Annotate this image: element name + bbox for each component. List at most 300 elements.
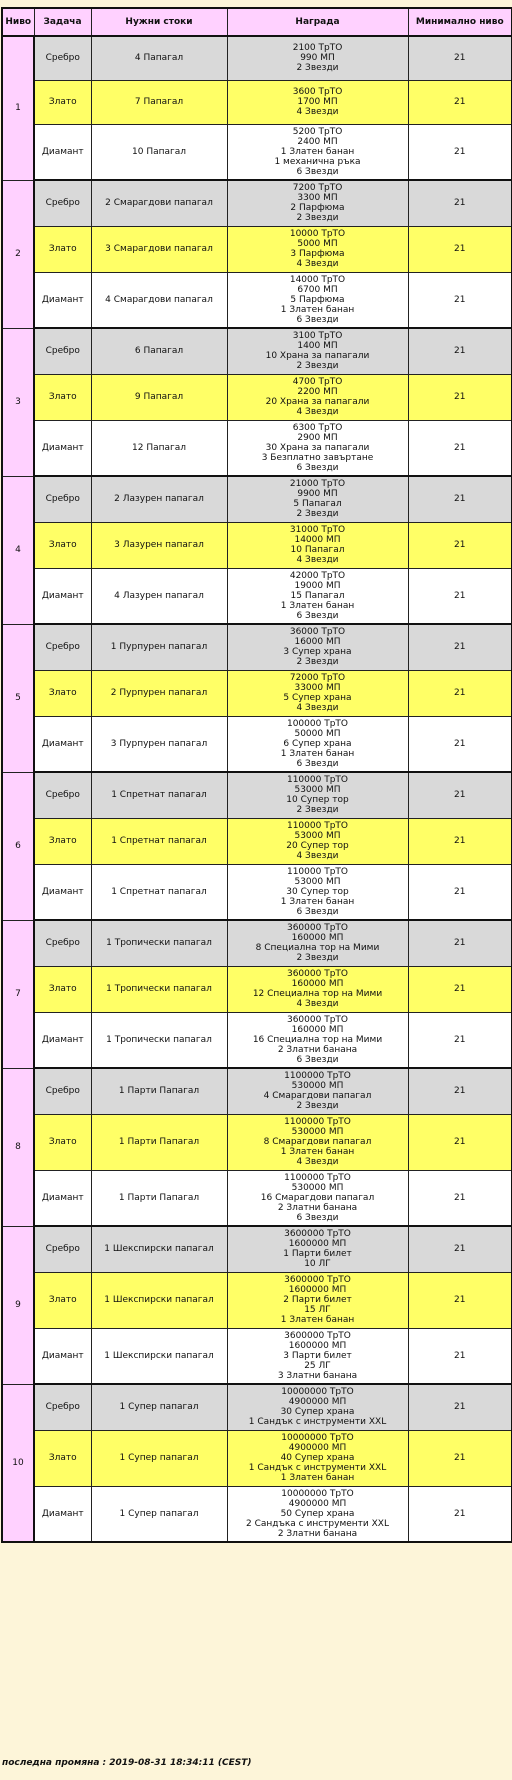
header-goods: Нужни стоки: [91, 8, 227, 36]
min-level: 21: [408, 476, 512, 522]
reward-cell: [227, 80, 408, 124]
task-tier: Злато: [34, 818, 91, 864]
last-change-note: последна промяна : 2019-08-31 18:34:11 (CEST): [2, 1758, 252, 1768]
reward-cell: [227, 1430, 408, 1486]
reward-line: 1 Златен банан: [280, 146, 355, 157]
reward-line: 990 МП: [300, 53, 335, 64]
quest-row-gold: [2, 670, 512, 716]
required-goods: 1 Парти Папагал: [91, 1068, 227, 1114]
min-level: 21: [408, 716, 512, 772]
reward-line: 2 Златни банана: [277, 1202, 358, 1213]
reward-line: 3 Парти билет: [283, 1350, 352, 1361]
reward-line: 2100 ТрТО: [292, 43, 343, 54]
required-goods: 1 Супер папагал: [91, 1486, 227, 1542]
min-level: 21: [408, 374, 512, 420]
task-tier: Диамант: [34, 1328, 91, 1384]
reward-line: 16000 МП: [294, 637, 341, 648]
min-level: 21: [408, 1328, 512, 1384]
level-number: 8: [2, 1068, 34, 1226]
min-level: 21: [408, 670, 512, 716]
required-goods: 1 Тропически папагал: [91, 1012, 227, 1068]
reward-cell: [227, 374, 408, 420]
reward-line: 15 Папагал: [290, 590, 345, 601]
reward-line: 3600 ТрТО: [292, 87, 343, 97]
reward-line: 4 Звезди: [296, 555, 339, 565]
min-level: 21: [408, 1170, 512, 1226]
required-goods: 4 Смарагдови папагал: [91, 272, 227, 328]
reward-line: 2200 МП: [297, 387, 338, 397]
reward-line: 100000 ТрТО: [286, 718, 348, 729]
quest-row-silver: [2, 180, 512, 226]
reward-line: 160000 МП: [291, 933, 344, 944]
reward-line: 50 Супер храна: [280, 1508, 355, 1519]
reward-line: 10 Папагал: [290, 545, 345, 555]
task-tier: Диамант: [34, 1012, 91, 1068]
reward-line: 2 Звезди: [296, 1101, 339, 1112]
reward-line: 6 Звезди: [296, 166, 339, 177]
header-task: Задача: [34, 8, 91, 36]
quest-row-diamond: [2, 1012, 512, 1068]
task-tier: Сребро: [34, 476, 91, 522]
quest-row-diamond: [2, 420, 512, 476]
required-goods: 3 Пурпурен папагал: [91, 716, 227, 772]
reward-line: 5200 ТрТО: [292, 126, 343, 137]
task-tier: Злато: [34, 374, 91, 420]
reward-line: 1 Сандък с инструменти XXL: [248, 1417, 387, 1428]
reward-cell: [227, 124, 408, 180]
reward-cell: [227, 1486, 408, 1542]
required-goods: 1 Пурпурен папагал: [91, 624, 227, 670]
reward-cell: [227, 1226, 408, 1272]
min-level: 21: [408, 1430, 512, 1486]
reward-line: 2 Звезди: [296, 63, 339, 74]
reward-line: 2 Парфюма: [290, 203, 345, 214]
required-goods: 6 Папагал: [91, 328, 227, 374]
reward-cell: [227, 1114, 408, 1170]
min-level: 21: [408, 522, 512, 568]
reward-cell: [227, 522, 408, 568]
reward-cell: [227, 1384, 408, 1430]
task-tier: Диамант: [34, 716, 91, 772]
level-number: 3: [2, 328, 34, 476]
reward-line: 16 Специална тор на Мими: [252, 1034, 383, 1045]
min-level: 21: [408, 772, 512, 818]
reward-line: 6 Звезди: [296, 1054, 339, 1065]
reward-line: 53000 МП: [294, 785, 341, 796]
required-goods: 1 Тропически папагал: [91, 966, 227, 1012]
reward-line: 4 Звезди: [296, 259, 339, 269]
reward-line: 2 Златни банана: [277, 1044, 358, 1055]
task-tier: Диамант: [34, 420, 91, 476]
reward-cell: [227, 920, 408, 966]
required-goods: 3 Лазурен папагал: [91, 522, 227, 568]
min-level: 21: [408, 966, 512, 1012]
required-goods: 1 Шекспирски папагал: [91, 1272, 227, 1328]
quest-row-diamond: [2, 272, 512, 328]
reward-cell: [227, 476, 408, 522]
reward-line: 10000000 ТрТО: [281, 1387, 354, 1398]
min-level: 21: [408, 226, 512, 272]
reward-line: 30 Супер храна: [280, 1407, 355, 1418]
task-tier: Сребро: [34, 624, 91, 670]
min-level: 21: [408, 80, 512, 124]
min-level: 21: [408, 1012, 512, 1068]
reward-line: 6300 ТрТО: [292, 422, 343, 433]
reward-line: 4 Звезди: [296, 407, 339, 417]
reward-line: 1 Златен банан: [280, 748, 355, 759]
reward-line: 160000 МП: [291, 1024, 344, 1035]
min-level: 21: [408, 36, 512, 80]
min-level: 21: [408, 272, 512, 328]
reward-line: 2 Звезди: [296, 213, 339, 224]
reward-line: 3 Безплатно завъртане: [261, 452, 374, 463]
reward-line: 2 Звезди: [296, 805, 339, 816]
reward-line: 1600000 МП: [288, 1239, 347, 1250]
min-level: 21: [408, 568, 512, 624]
quest-row-silver: [2, 1384, 512, 1430]
reward-line: 6 Звезди: [296, 462, 339, 473]
reward-line: 2 Звезди: [296, 509, 339, 520]
required-goods: 1 Спретнат папагал: [91, 772, 227, 818]
reward-line: 2 Златни банана: [277, 1528, 358, 1539]
reward-line: 1 Парти билет: [283, 1249, 352, 1260]
reward-line: 1100000 ТрТО: [284, 1117, 351, 1127]
level-number: 5: [2, 624, 34, 772]
reward-line: 1600000 МП: [288, 1340, 347, 1351]
task-tier: Злато: [34, 80, 91, 124]
reward-line: 2 Парти билет: [283, 1295, 352, 1305]
min-level: 21: [408, 1068, 512, 1114]
reward-line: 4900000 МП: [288, 1397, 347, 1408]
reward-line: 36000 ТрТО: [289, 627, 346, 638]
min-level: 21: [408, 180, 512, 226]
reward-line: 1 Златен банан: [280, 1315, 355, 1325]
reward-cell: [227, 568, 408, 624]
quest-row-silver: [2, 772, 512, 818]
quest-row-diamond: [2, 1170, 512, 1226]
quest-row-diamond: [2, 568, 512, 624]
quest-row-gold: [2, 818, 512, 864]
reward-line: 72000 ТрТО: [289, 673, 346, 683]
reward-line: 4 Звезди: [296, 703, 339, 713]
quest-row-diamond: [2, 716, 512, 772]
required-goods: 1 Парти Папагал: [91, 1170, 227, 1226]
quest-row-diamond: [2, 864, 512, 920]
reward-line: 31000 ТрТО: [289, 525, 346, 535]
reward-line: 1600000 МП: [288, 1285, 347, 1295]
required-goods: 1 Супер папагал: [91, 1430, 227, 1486]
quest-row-gold: [2, 226, 512, 272]
task-tier: Злато: [34, 522, 91, 568]
required-goods: 10 Папагал: [91, 124, 227, 180]
quest-row-gold: [2, 966, 512, 1012]
header-level: Ниво: [2, 8, 34, 36]
reward-line: 30 Супер тор: [286, 886, 349, 897]
reward-line: 20 Храна за папагали: [265, 397, 370, 407]
reward-line: 2400 МП: [297, 136, 338, 147]
min-level: 21: [408, 1226, 512, 1272]
reward-cell: [227, 1272, 408, 1328]
reward-line: 1 Златен банан: [280, 896, 355, 907]
reward-line: 42000 ТрТО: [289, 570, 346, 581]
reward-line: 3600000 ТрТО: [284, 1275, 351, 1285]
reward-line: 6 Супер храна: [283, 738, 352, 749]
reward-cell: [227, 226, 408, 272]
reward-cell: [227, 670, 408, 716]
reward-line: 110000 ТрТО: [286, 775, 348, 786]
reward-line: 6 Звезди: [296, 906, 339, 917]
quest-row-diamond: [2, 1328, 512, 1384]
reward-line: 4 Звезди: [296, 851, 339, 861]
task-tier: Диамант: [34, 568, 91, 624]
reward-line: 1100000 ТрТО: [284, 1172, 351, 1183]
task-tier: Диамант: [34, 1170, 91, 1226]
quest-row-silver: [2, 920, 512, 966]
reward-line: 5 Папагал: [293, 499, 342, 510]
reward-line: 33000 МП: [294, 683, 341, 693]
reward-cell: [227, 716, 408, 772]
reward-line: 4 Звезди: [296, 1157, 339, 1167]
task-tier: Диамант: [34, 864, 91, 920]
reward-line: 5 Супер храна: [283, 693, 352, 703]
quest-row-diamond: [2, 1486, 512, 1542]
required-goods: 4 Папагал: [91, 36, 227, 80]
quest-table-body: [2, 36, 512, 1542]
required-goods: 3 Смарагдови папагал: [91, 226, 227, 272]
min-level: 21: [408, 328, 512, 374]
reward-line: 14000 ТрТО: [289, 274, 346, 285]
reward-line: 14000 МП: [294, 535, 341, 545]
task-tier: Сребро: [34, 772, 91, 818]
reward-line: 4 Звезди: [296, 999, 339, 1009]
reward-line: 10 Супер тор: [286, 795, 349, 806]
reward-line: 40 Супер храна: [280, 1453, 355, 1463]
min-level: 21: [408, 1272, 512, 1328]
quest-row-silver: [2, 36, 512, 80]
task-tier: Сребро: [34, 180, 91, 226]
quest-row-silver: [2, 328, 512, 374]
quest-row-silver: [2, 1068, 512, 1114]
min-level: 21: [408, 624, 512, 670]
reward-line: 4900000 МП: [288, 1498, 347, 1509]
min-level: 21: [408, 864, 512, 920]
reward-line: 12 Специална тор на Мими: [252, 989, 383, 999]
reward-line: 3600000 ТрТО: [284, 1229, 351, 1240]
quest-row-gold: [2, 374, 512, 420]
reward-line: 10 Храна за папагали: [265, 351, 370, 362]
reward-line: 2 Звезди: [296, 361, 339, 372]
reward-line: 9900 МП: [297, 489, 338, 500]
quest-row-diamond: [2, 124, 512, 180]
reward-line: 5000 МП: [297, 239, 338, 249]
reward-line: 3100 ТрТО: [292, 331, 343, 342]
reward-line: 6 Звезди: [296, 1212, 339, 1223]
reward-line: 3300 МП: [297, 193, 338, 204]
reward-line: 6700 МП: [297, 284, 338, 295]
reward-cell: [227, 328, 408, 374]
quest-row-silver: [2, 1226, 512, 1272]
task-tier: Сребро: [34, 36, 91, 80]
reward-cell: [227, 1012, 408, 1068]
quest-row-gold: [2, 1272, 512, 1328]
task-tier: Злато: [34, 670, 91, 716]
reward-line: 110000 ТрТО: [286, 866, 348, 877]
level-number: 9: [2, 1226, 34, 1384]
task-tier: Злато: [34, 1114, 91, 1170]
reward-line: 25 ЛГ: [304, 1360, 331, 1371]
reward-cell: [227, 624, 408, 670]
reward-line: 6 Звезди: [296, 314, 339, 325]
reward-line: 15 ЛГ: [304, 1305, 331, 1315]
required-goods: 4 Лазурен папагал: [91, 568, 227, 624]
min-level: 21: [408, 420, 512, 476]
reward-cell: [227, 36, 408, 80]
reward-line: 530000 МП: [291, 1182, 344, 1193]
task-tier: Диамант: [34, 124, 91, 180]
quest-row-gold: [2, 1114, 512, 1170]
quest-row-gold: [2, 522, 512, 568]
reward-cell: [227, 818, 408, 864]
min-level: 21: [408, 920, 512, 966]
quest-table: [1, 7, 512, 1543]
task-tier: Злато: [34, 966, 91, 1012]
task-tier: Сребро: [34, 328, 91, 374]
task-tier: Диамант: [34, 1486, 91, 1542]
reward-line: 1700 МП: [297, 97, 338, 107]
reward-cell: [227, 420, 408, 476]
header-min-level: Минимално ниво: [408, 8, 512, 36]
level-number: 7: [2, 920, 34, 1068]
header-reward: Награда: [227, 8, 408, 36]
required-goods: 2 Лазурен папагал: [91, 476, 227, 522]
reward-line: 10000 ТрТО: [289, 229, 346, 239]
required-goods: 1 Тропически папагал: [91, 920, 227, 966]
reward-line: 2 Звезди: [296, 953, 339, 964]
reward-line: 2 Сандъка с инструменти XXL: [246, 1518, 389, 1529]
reward-cell: [227, 1328, 408, 1384]
required-goods: 2 Пурпурен папагал: [91, 670, 227, 716]
required-goods: 1 Шекспирски папагал: [91, 1328, 227, 1384]
reward-line: 53000 МП: [294, 831, 341, 841]
min-level: 21: [408, 1114, 512, 1170]
reward-line: 8 Специална тор на Мими: [255, 943, 380, 954]
required-goods: 1 Шекспирски папагал: [91, 1226, 227, 1272]
task-tier: Злато: [34, 1430, 91, 1486]
reward-line: 8 Смарагдови папагал: [263, 1137, 372, 1147]
reward-line: 10000000 ТрТО: [281, 1488, 354, 1499]
required-goods: 1 Спретнат папагал: [91, 818, 227, 864]
task-tier: Злато: [34, 1272, 91, 1328]
required-goods: 1 Парти Папагал: [91, 1114, 227, 1170]
task-tier: Сребро: [34, 920, 91, 966]
reward-line: 21000 ТрТО: [289, 479, 346, 490]
required-goods: 7 Папагал: [91, 80, 227, 124]
reward-line: 10000000 ТрТО: [281, 1433, 354, 1443]
required-goods: 9 Папагал: [91, 374, 227, 420]
reward-line: 6 Звезди: [296, 758, 339, 769]
reward-line: 1 Златен банан: [280, 304, 355, 315]
reward-line: 1 Сандък с инструменти XXL: [248, 1463, 387, 1473]
reward-line: 6 Звезди: [296, 610, 339, 621]
required-goods: 12 Папагал: [91, 420, 227, 476]
reward-line: 30 Храна за папагали: [265, 442, 370, 453]
reward-line: 360000 ТрТО: [286, 1014, 348, 1025]
min-level: 21: [408, 124, 512, 180]
reward-line: 7200 ТрТО: [292, 183, 343, 194]
reward-line: 530000 МП: [291, 1127, 344, 1137]
reward-line: 4 Звезди: [296, 107, 339, 117]
required-goods: 1 Супер папагал: [91, 1384, 227, 1430]
reward-cell: [227, 864, 408, 920]
reward-line: 53000 МП: [294, 876, 341, 887]
reward-line: 19000 МП: [294, 580, 341, 591]
reward-line: 110000 ТрТО: [286, 821, 348, 831]
reward-line: 50000 МП: [294, 728, 341, 739]
reward-line: 3 Парфюма: [290, 249, 345, 259]
task-tier: Сребро: [34, 1068, 91, 1114]
quest-row-silver: [2, 476, 512, 522]
reward-line: 4 Смарагдови папагал: [263, 1091, 372, 1102]
reward-line: 2 Звезди: [296, 657, 339, 668]
min-level: 21: [408, 1486, 512, 1542]
reward-line: 160000 МП: [291, 979, 344, 989]
level-number: 6: [2, 772, 34, 920]
reward-line: 3 Супер храна: [283, 647, 352, 658]
required-goods: 2 Смарагдови папагал: [91, 180, 227, 226]
reward-cell: [227, 180, 408, 226]
quest-row-gold: [2, 1430, 512, 1486]
reward-line: 20 Супер тор: [286, 841, 349, 851]
task-tier: Сребро: [34, 1384, 91, 1430]
reward-cell: [227, 272, 408, 328]
reward-line: 3 Златни банана: [277, 1370, 358, 1381]
reward-line: 4700 ТрТО: [292, 377, 343, 387]
quest-row-silver: [2, 624, 512, 670]
reward-line: 1400 МП: [297, 341, 338, 352]
level-number: 1: [2, 36, 34, 180]
task-tier: Сребро: [34, 1226, 91, 1272]
task-tier: Злато: [34, 226, 91, 272]
reward-line: 1100000 ТрТО: [284, 1071, 351, 1082]
reward-line: 530000 МП: [291, 1081, 344, 1092]
level-number: 2: [2, 180, 34, 328]
level-number: 10: [2, 1384, 34, 1542]
reward-line: 2900 МП: [297, 432, 338, 443]
task-tier: Диамант: [34, 272, 91, 328]
level-number: 4: [2, 476, 34, 624]
reward-line: 3600000 ТрТО: [284, 1330, 351, 1341]
header-row: [2, 8, 512, 36]
reward-cell: [227, 966, 408, 1012]
reward-line: 1 Златен банан: [280, 1473, 355, 1483]
reward-line: 4900000 МП: [288, 1443, 347, 1453]
reward-line: 1 механична ръка: [274, 156, 361, 167]
reward-line: 5 Парфюма: [290, 294, 345, 305]
reward-cell: [227, 1068, 408, 1114]
reward-line: 10 ЛГ: [304, 1259, 331, 1270]
reward-cell: [227, 1170, 408, 1226]
required-goods: 1 Спретнат папагал: [91, 864, 227, 920]
reward-cell: [227, 772, 408, 818]
reward-line: 360000 ТрТО: [286, 923, 348, 934]
reward-line: 1 Златен банан: [280, 600, 355, 611]
quest-row-gold: [2, 80, 512, 124]
min-level: 21: [408, 1384, 512, 1430]
reward-line: 16 Смарагдови папагал: [260, 1192, 375, 1203]
min-level: 21: [408, 818, 512, 864]
reward-line: 360000 ТрТО: [286, 969, 348, 979]
reward-line: 1 Златен банан: [280, 1147, 355, 1157]
